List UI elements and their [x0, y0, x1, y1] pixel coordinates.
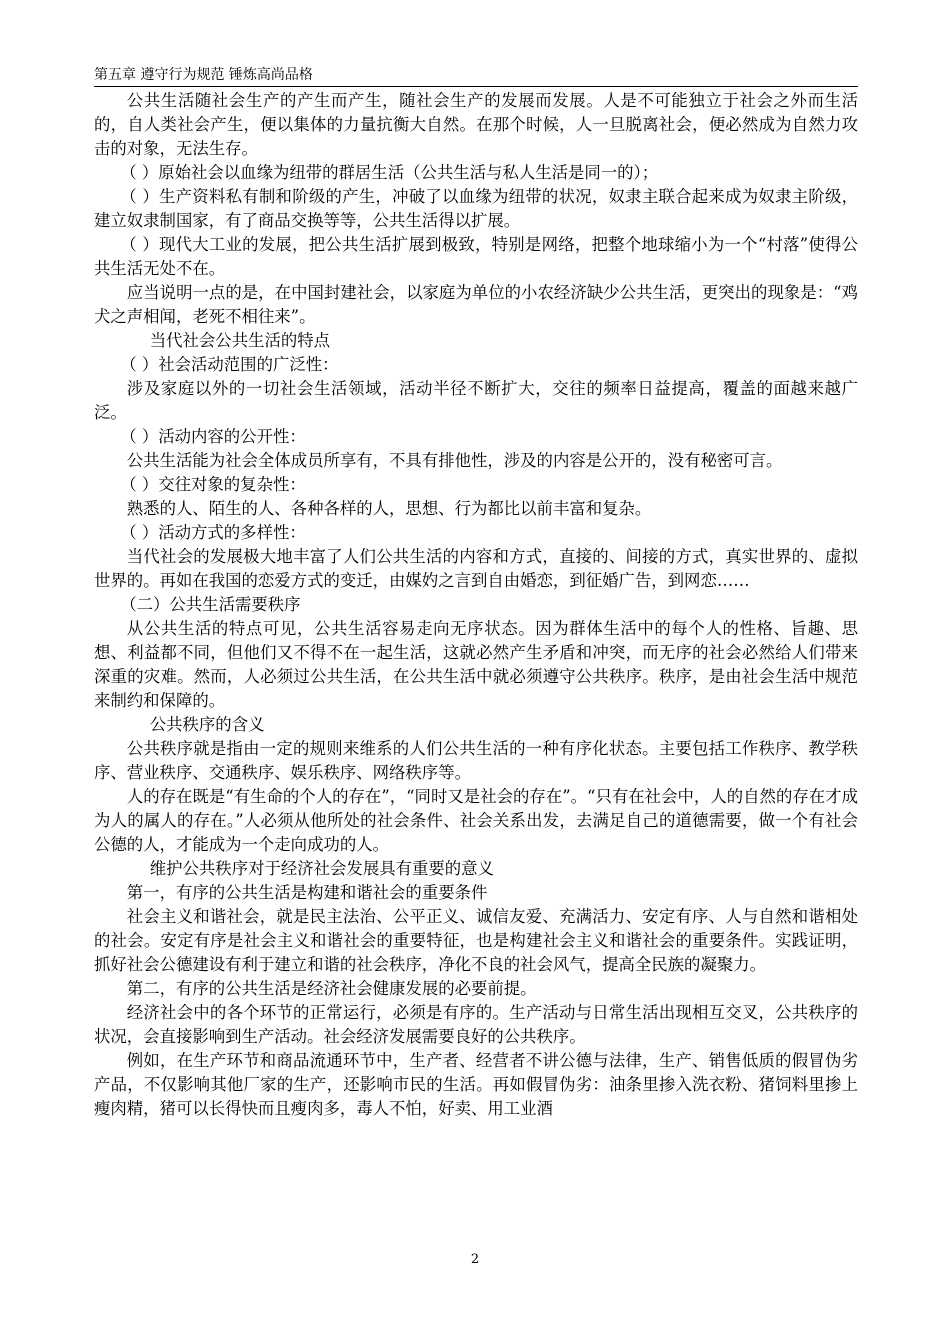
list-item: （ ）原始社会以血缘为纽带的群居生活（公共生活与私人生活是同一的）；	[120, 163, 659, 182]
section-heading: 维护公共秩序对于经济社会发展具有重要的意义	[149, 859, 494, 878]
paragraph: 涉及家庭以外的一切社会生活领域，活动半径不断扩大，交往的频率日益提高，覆盖的面越来越广泛。	[94, 379, 858, 422]
page-number: 2	[470, 1252, 480, 1267]
page-header: 第五章 遵守行为规范 锤炼高尚品格	[94, 66, 858, 87]
paragraph: 人的存在既是“有生命的个人的存在”，“同时又是社会的存在”。“只有在社会中，人的自然的存在才成为人的属人的存在。”人必须从他所处的社会条件、社会关系出发，去满足自己的道德需要，做一个有社会公德的人，才能成为一个走向成功的人。	[94, 787, 858, 854]
list-item: （ ）社会活动范围的广泛性：	[120, 355, 339, 374]
list-item: （ ）活动内容的公开性：	[120, 427, 306, 446]
paragraph: 公共生活能为社会全体成员所享有，不具有排他性，涉及的内容是公开的，没有秘密可言。	[126, 451, 783, 470]
paragraph: 从公共生活的特点可见，公共生活容易走向无序状态。因为群体生活中的每个人的性格、旨趣、思想、利益都不同，但他们又不得不在一起生活，这就必然产生矛盾和冲突，而无序的社会必然给人们带来深重的灾难。然而，人必须过公共生活，在公共生活中就必须遵守公共秩序。秩序，是由社会生活中规范来制约和保障的。	[94, 619, 858, 710]
paragraph: 例如，在生产环节和商品流通环节中，生产者、经营者不讲公德与法律，生产、销售低质的假冒伪劣产品，不仅影响其他厂家的生产，还影响市民的生活。再如假冒伪劣：油条里掺入洗衣粉、猪饲料里掺上瘦肉精，猪可以长得快而且瘦肉多，毒人不怕，好卖、用工业酒	[94, 1051, 858, 1118]
paragraph: 第二，有序的公共生活是经济社会健康发展的必要前提。	[126, 979, 537, 998]
list-item: （ ）活动方式的多样性：	[120, 523, 306, 542]
paragraph: 第一，有序的公共生活是构建和谐社会的重要条件	[126, 883, 488, 902]
paragraph: 公共生活随社会生产的产生而产生，随社会生产的发展而发展。人是不可能独立于社会之外而生活的，自人类社会产生，便以集体的力量抗衡大自然。在那个时候，人一旦脱离社会，便必然成为自然力攻击的对象，无法生存。	[94, 91, 858, 158]
section-heading: 当代社会公共生活的特点	[149, 331, 331, 350]
list-item: （ ）现代大工业的发展，把公共生活扩展到极致，特别是网络，把整个地球缩小为一个“村落”使得公共生活无处不在。	[94, 235, 858, 278]
section-heading: （二）公共生活需要秩序	[120, 595, 301, 614]
paragraph: 应当说明一点的是，在中国封建社会，以家庭为单位的小农经济缺少公共生活，更突出的现象是：“鸡犬之声相闻，老死不相往来”。	[94, 283, 858, 326]
paragraph: 社会主义和谐社会，就是民主法治、公平正义、诚信友爱、充满活力、安定有序、人与自然和谐相处的社会。安定有序是社会主义和谐社会的重要特征，也是构建社会主义和谐社会的重要条件。实践证明，抓好社会公德建设有利于建立和谐的社会秩序，净化不良的社会风气，提高全民族的凝聚力。	[94, 907, 858, 974]
paragraph: 公共秩序就是指由一定的规则来维系的人们公共生活的一种有序化状态。主要包括工作秩序、教学秩序、营业秩序、交通秩序、娱乐秩序、网络秩序等。	[94, 739, 858, 782]
paragraph: 当代社会的发展极大地丰富了人们公共生活的内容和方式，直接的、间接的方式，真实世界的、虚拟世界的。再如在我国的恋爱方式的变迁，由媒妁之言到自由婚恋，到征婚广告，到网恋……	[94, 547, 858, 590]
section-heading: 公共秩序的含义	[149, 715, 265, 734]
document-body	[94, 89, 858, 1121]
list-item: （ ）生产资料私有制和阶级的产生，冲破了以血缘为纽带的状况，奴隶主联合起来成为奴隶主阶级，建立奴隶制国家，有了商品交换等等，公共生活得以扩展。	[94, 187, 858, 230]
paragraph: 熟悉的人、陌生的人、各种各样的人，思想、行为都比以前丰富和复杂。	[126, 499, 652, 518]
paragraph: 经济社会中的各个环节的正常运行，必须是有序的。生产活动与日常生活出现相互交叉，公共秩序的状况，会直接影响到生产活动。社会经济发展需要良好的公共秩序。	[94, 1003, 858, 1046]
list-item: （ ）交往对象的复杂性：	[120, 475, 306, 494]
